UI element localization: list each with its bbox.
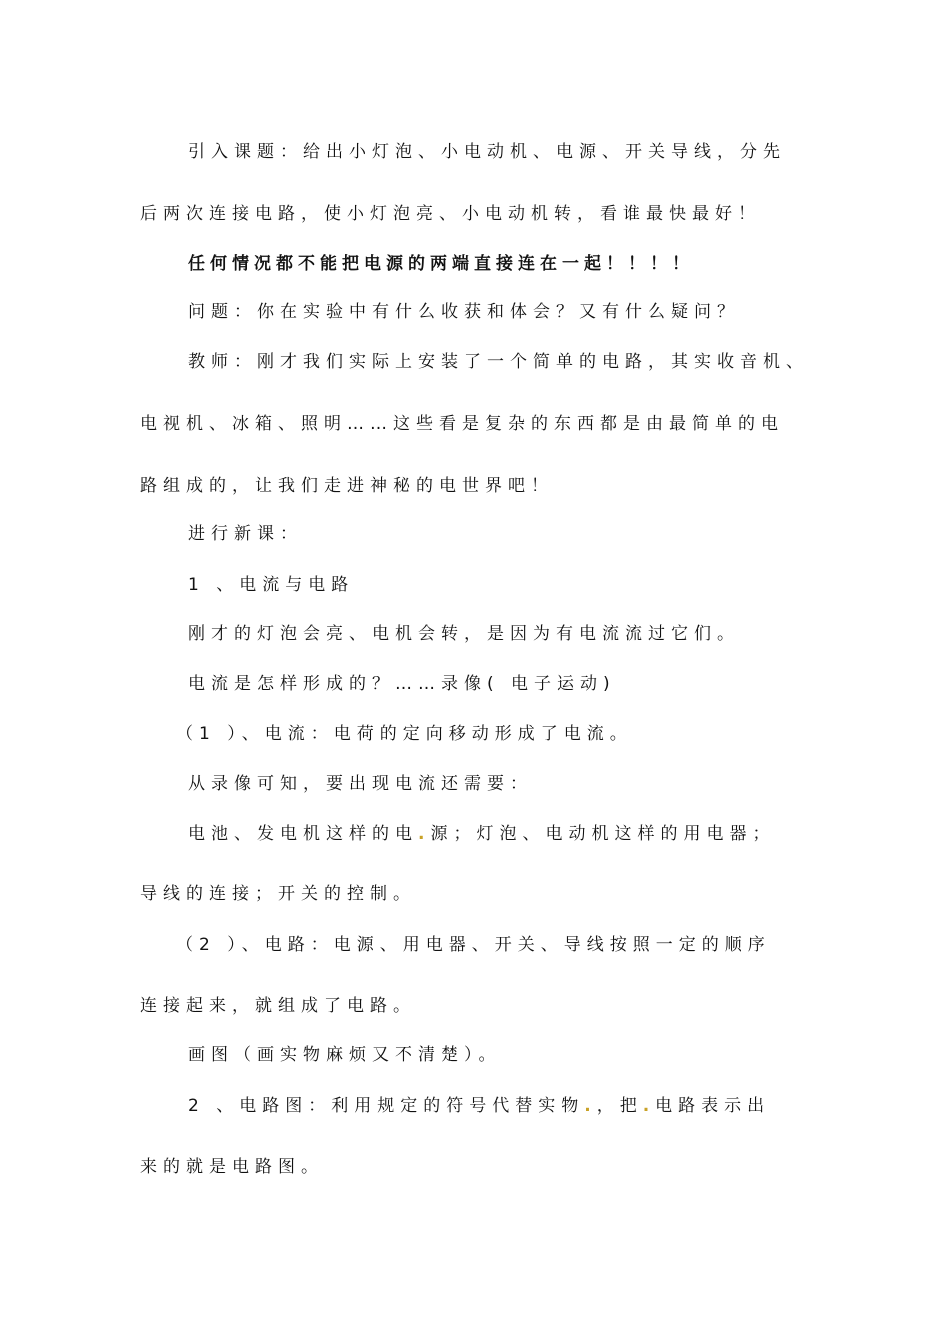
- paragraph-intro-line-2: 后两次连接电路，使小灯泡亮、小电动机转，看谁最快最好！: [140, 204, 761, 224]
- paragraph-intro-line-1: 引入课题：给出小灯泡、小电动机、电源、开关导线，分先: [188, 142, 786, 162]
- emphasis-mark: .: [642, 1096, 656, 1116]
- requirement-line-1: [188, 822, 775, 846]
- circuit-definition-line-2: 连接起来，就组成了电路。: [140, 996, 416, 1016]
- emphasis-mark: .: [418, 824, 431, 844]
- circuit-diagram-line-2: 来的就是电路图。: [140, 1157, 324, 1177]
- teacher-line-2: 电视机、冰箱、照明……这些看是复杂的东西都是由最简单的电: [140, 414, 784, 434]
- circuit-diagram-part-a: 2 、电路图：利用规定的符号代替实物: [188, 1096, 585, 1116]
- circuit-diagram-part-c: 电路表示出: [655, 1096, 771, 1116]
- teacher-line-1: 教师：刚才我们实际上安装了一个简单的电路，其实收音机、: [188, 352, 809, 372]
- section-1-heading: 1 、电流与电路: [188, 575, 355, 595]
- circuit-definition-line-1: （2 ）、电路：电源、用电器、开关、导线按照一定的顺序: [176, 935, 771, 955]
- current-definition: （1 ）、电流：电荷的定向移动形成了电流。: [176, 724, 633, 744]
- circuit-diagram-line-1: [188, 1094, 770, 1118]
- requirement-line-2: 导线的连接；开关的控制。: [140, 884, 416, 904]
- current-formation-question: 电流是怎样形成的？……录像( 电子运动): [188, 674, 616, 694]
- current-explanation: 刚才的灯泡会亮、电机会转，是因为有电流流过它们。: [188, 624, 740, 644]
- circuit-diagram-part-b: ，把: [596, 1096, 643, 1116]
- requirement-line-1-part-a: 电池、发电机这样的电: [188, 824, 418, 844]
- requirement-intro: 从录像可知，要出现电流还需要：: [188, 774, 533, 794]
- teacher-line-3: 路组成的，让我们走进神秘的电世界吧！: [140, 476, 554, 496]
- drawing-note: 画图（画实物麻烦又不清楚）。: [188, 1045, 502, 1065]
- safety-warning: 任何情况都不能把电源的两端直接连在一起！！！！: [188, 254, 694, 274]
- emphasis-mark: .: [584, 1096, 597, 1116]
- requirement-line-1-part-b: 源；灯泡、电动机这样的用电器；: [430, 824, 776, 844]
- question-line: 问题：你在实验中有什么收获和体会？又有什么疑问？: [188, 302, 740, 322]
- new-lesson-heading: 进行新课：: [188, 524, 303, 544]
